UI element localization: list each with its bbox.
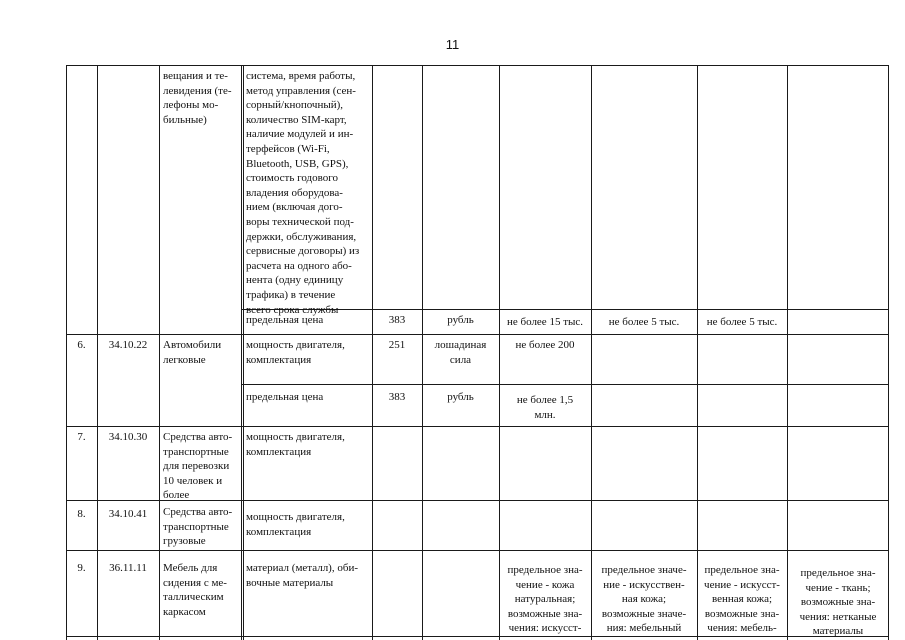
column-divider (787, 65, 788, 640)
value-cell: предельное зна- чение - искусст- венная кожа; возможные зна- чения: мебель- (704, 564, 780, 635)
table-border-right (888, 65, 889, 640)
row-divider (66, 500, 889, 501)
row-number-cell: 7. (77, 431, 86, 443)
column-divider (241, 65, 242, 640)
table-border-top (66, 65, 889, 66)
column-divider (697, 65, 698, 640)
unit-cell: рубль (447, 314, 474, 326)
characteristic-cell: система, время работы, метод управления (сен- сорный/кнопочный), количество SIM-карт, наличие модулей и ин- терфейсов (Wi-Fi, Bluetooth, USB, GPS), стоимость годового владения оборудова- нием (включая дого- воры технической под- держки, обслуживания, сервисные договоры) из расчета на одного або- нента (одну единицу трафика) в течение всего срока службы (246, 70, 360, 316)
value-cell: не более 5 тыс. (706, 316, 778, 328)
characteristic-cell: материал (металл), оби- вочные материалы (246, 562, 358, 589)
page-number: 11 (445, 37, 460, 52)
okei-code-cell: 383 (388, 391, 406, 403)
okei-code-cell: 383 (388, 314, 406, 326)
row-number-cell: 9. (77, 562, 86, 574)
product-name-cell: Средства авто- транспортные для перевозки 10 человек и более (163, 431, 233, 502)
okpd-code-cell: 34.10.41 (108, 508, 148, 520)
table-border-bottom (66, 636, 889, 637)
characteristic-cell: мощность двигателя, комплектация (246, 511, 345, 538)
characteristic-cell: мощность двигателя, комплектация (246, 339, 345, 366)
okpd-code-cell: 34.10.30 (108, 431, 148, 443)
okpd-code-cell: 34.10.22 (108, 339, 148, 351)
okei-code-cell: 251 (388, 339, 406, 351)
row-number-cell: 8. (77, 508, 86, 520)
value-cell: предельное значе- ние - искусствен- ная кожа; возможные значе- ния: мебельный (601, 564, 687, 635)
column-divider (159, 65, 160, 640)
product-name-cell: Средства авто- транспортные грузовые (163, 506, 233, 548)
value-cell: не более 15 тыс. (506, 316, 584, 328)
characteristic-cell: мощность двигателя, комплектация (246, 431, 345, 458)
value-cell: предельное зна- чение - ткань; возможные зна- чения: нетканые материалы (799, 567, 877, 638)
characteristic-cell: предельная цена (246, 314, 324, 326)
row-divider (241, 384, 889, 385)
product-name-cell: Автомобили легковые (163, 339, 222, 366)
characteristic-cell: предельная цена (246, 391, 324, 403)
value-cell: предельное зна- чение - кожа натуральная; возможные зна- чения: искусст- (507, 564, 583, 635)
product-name-cell: Мебель для сидения с ме- таллическим каркасом (163, 562, 227, 618)
value-cell: не более 5 тыс. (608, 316, 680, 328)
column-divider (591, 65, 592, 640)
unit-cell: рубль (447, 391, 474, 403)
okpd-code-cell: 36.11.11 (109, 562, 147, 574)
unit-cell: лошадиная сила (434, 339, 487, 366)
row-number-cell: 6. (77, 339, 86, 351)
row-divider (66, 550, 889, 551)
product-name-cell: вещания и те- левидения (те- лефоны мо- бильные) (163, 70, 232, 126)
column-divider (243, 65, 244, 640)
value-cell: не более 200 (515, 339, 575, 351)
row-divider (66, 426, 889, 427)
row-divider (66, 334, 889, 335)
value-cell: не более 1,5 млн. (516, 394, 574, 421)
